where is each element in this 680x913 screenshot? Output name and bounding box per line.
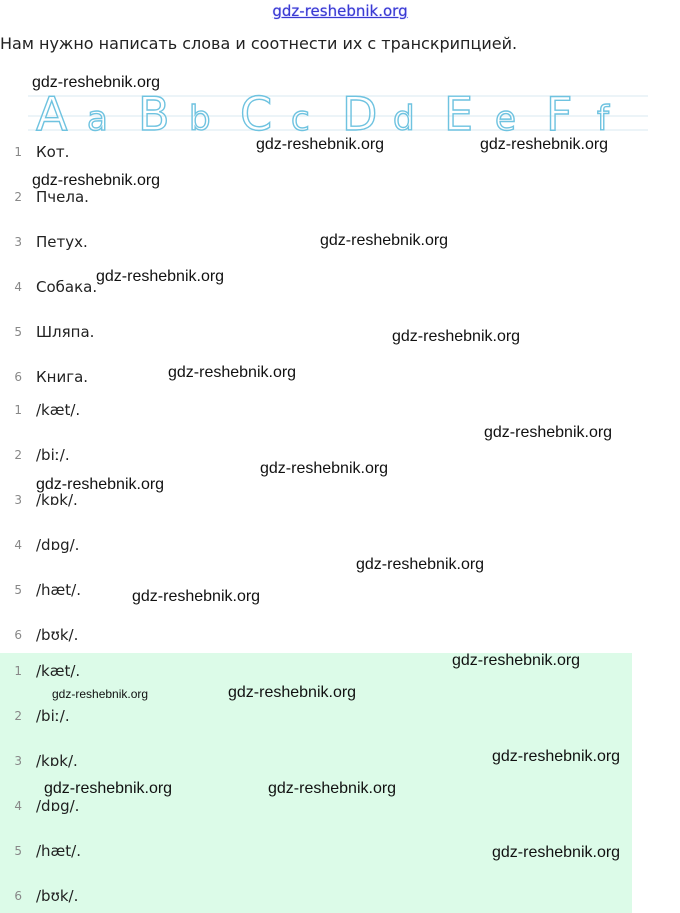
transcription-item [0,578,81,602]
transcription-item [0,443,70,467]
answer-text: /hæt/. [36,842,81,860]
word-number: 4 [14,280,22,294]
alphabet-letter: C [240,87,273,134]
alphabet-letter: F [546,87,573,134]
site-header-link[interactable]: gdz-reshebnik.org [272,2,408,20]
watermark-text: gdz-reshebnik.org [168,364,297,381]
transcription-item [0,533,79,557]
word-number: 3 [14,235,22,249]
watermark-text: gdz-reshebnik.org [32,74,161,91]
answer-number: 1 [14,664,22,678]
answer-item [0,839,81,863]
alphabet-letter: f [597,99,609,134]
alphabet-letter: A [36,87,68,134]
alphabet-letter: E [444,87,474,134]
transcription-text: /hæt/. [36,581,81,599]
answer-number: 5 [14,844,22,858]
transcription-item [0,398,80,422]
watermark-text: gdz-reshebnik.org [256,136,385,153]
watermark-text: gdz-reshebnik.org [44,780,173,797]
answer-item [0,704,70,728]
transcription-number: 2 [14,448,22,462]
alphabet-letter: b [189,99,211,134]
word-number: 2 [14,190,22,204]
transcription-text: /kɒk/. [36,491,78,509]
word-text: Петух. [36,233,88,251]
watermark-text: gdz-reshebnik.org [228,684,357,701]
word-number: 6 [14,370,22,384]
watermark-text: gdz-reshebnik.org [32,172,161,189]
watermark-text: gdz-reshebnik.org [268,780,397,797]
watermark-text: gdz-reshebnik.org [260,460,389,477]
answer-text: /kæt/. [36,662,81,680]
transcription-item [0,623,78,647]
word-text: Кот. [36,143,70,161]
transcription-number: 3 [14,493,22,507]
answer-item [0,749,78,773]
watermark-text: gdz-reshebnik.org [356,556,485,573]
word-number: 1 [14,145,22,159]
word-item [0,365,88,389]
word-item [0,320,94,344]
transcription-text: /biː/. [36,446,70,464]
answer-text: /bʊk/. [36,887,79,905]
alphabet-letter: e [495,99,516,134]
transcription-text: /bʊk/. [36,626,79,644]
transcription-number: 5 [14,583,22,597]
answer-item [0,884,78,908]
answer-text: /kɒk/. [36,752,78,770]
transcription-text: /kæt/. [36,401,81,419]
watermark-text: gdz-reshebnik.org [96,268,225,285]
word-item [0,275,97,299]
word-text: Шляпа. [36,323,95,341]
word-item [0,230,88,254]
watermark-text: gdz-reshebnik.org [484,424,613,441]
watermark-text: gdz-reshebnik.org [492,844,621,861]
watermark-text: gdz-reshebnik.org [392,328,521,345]
watermark-text: gdz-reshebnik.org [36,476,165,493]
word-text: Книга. [36,368,89,386]
watermark-text: gdz-reshebnik.org [480,136,609,153]
word-text: Собака. [36,278,98,296]
transcription-text: /dɒg/. [36,536,80,554]
alphabet-letter: a [87,99,108,134]
watermark-text: gdz-reshebnik.org [320,232,449,249]
alphabet-letter: B [138,87,170,134]
answer-item [0,659,80,683]
watermark-text: gdz-reshebnik.org [132,588,261,605]
answer-text: /biː/. [36,707,70,725]
answer-number: 2 [14,709,22,723]
watermark-text: gdz-reshebnik.org [52,687,149,701]
alphabet-letter: d [393,99,415,134]
transcription-number: 1 [14,403,22,417]
answer-text: /dɒg/. [36,797,80,815]
word-item [0,140,69,164]
alphabet-letter: D [342,87,378,134]
transcription-number: 4 [14,538,22,552]
answer-number: 3 [14,754,22,768]
word-text: Пчела. [36,188,89,206]
word-number: 5 [14,325,22,339]
answer-number: 4 [14,799,22,813]
watermark-text: gdz-reshebnik.org [492,748,621,765]
transcription-number: 6 [14,628,22,642]
watermark-text: gdz-reshebnik.org [452,652,581,669]
alphabet-letter: c [291,99,310,134]
answer-number: 6 [14,889,22,903]
task-instruction: Нам нужно написать слова и соотнести их с транскрипцией. [0,34,518,53]
